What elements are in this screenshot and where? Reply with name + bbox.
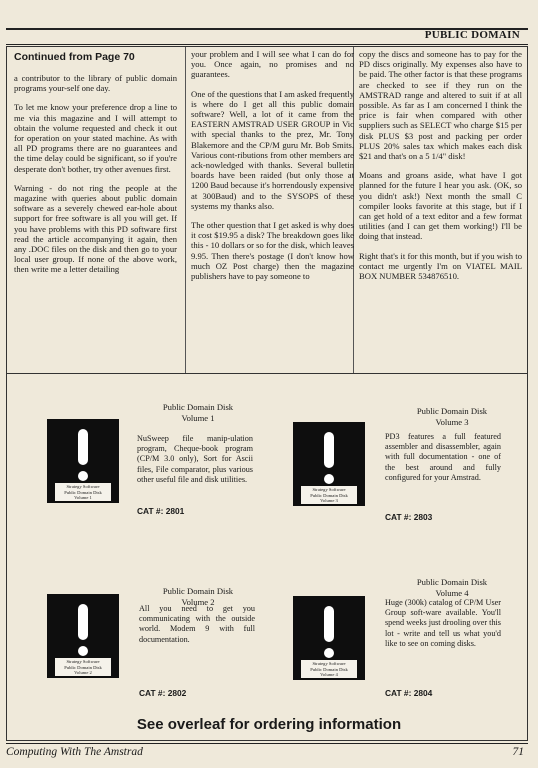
disk-title-line: Public Domain Disk bbox=[162, 402, 234, 412]
paragraph: The other question that I get asked is why does it cost $19.95 a disk? The breakdown goes like this - 10 dollars or so for the disk, which leaves 9.95. Then there's postage (I don't know how much OZ Post charge) then the magazine publishers have to pay someone to bbox=[191, 220, 355, 282]
floppy-label bbox=[55, 483, 111, 501]
floppy-hole bbox=[78, 646, 88, 656]
disk-title-line: Volume 2 bbox=[181, 596, 215, 607]
floppy-slot bbox=[324, 432, 334, 468]
label-line: Public Domain Disk bbox=[64, 489, 102, 495]
paragraph: Moans and groans aside, what have I got planned for the future I hear you ask. (OK, so you didn't ask!) Next month the small C compiler looks favorite at this stage, but if I can get hold of a text editor and a few format utilities (and I can get them working!) I'll be doing that instead. bbox=[359, 170, 522, 242]
disk-catalog bbox=[6, 374, 528, 741]
label-line: Volume 1 bbox=[74, 495, 92, 501]
label-line: Strategy Software bbox=[312, 487, 346, 492]
floppy-hole bbox=[324, 648, 334, 658]
floppy-disk-icon bbox=[293, 422, 365, 506]
floppy-label bbox=[301, 660, 357, 678]
disk-title-line: Public Domain Disk bbox=[416, 406, 488, 416]
catalog-number: CAT #: 2801 bbox=[137, 506, 185, 516]
magazine-name: Computing With The Amstrad bbox=[6, 746, 143, 758]
disk-title-line: Volume 1 bbox=[181, 412, 215, 423]
disk-description: All you need to get you communicating with the outside world. Modem 9 with full documentation. bbox=[139, 604, 255, 644]
paragraph: your problem and I will see what I can do for you. Once again, no promises and no guarantees. bbox=[191, 49, 354, 80]
floppy-disk-icon bbox=[293, 596, 365, 680]
paragraph: To let me know your preference drop a line to me via this magazine and I will attempt to obtain the volume requested and check it out for operation on your stated machine. As with all PD programs there are no guarantees and the time delay could be significant, so if you're desperate don't bother, try other avenues first. bbox=[14, 102, 177, 174]
disk-description: Huge (300k) catalog of CP/M User Group soft-ware available. You'll spend weeks just drooling over this lot - write and tell us what you'd like to see on coming disks. bbox=[385, 598, 501, 648]
article-column-2 bbox=[191, 49, 354, 290]
catalog-number: CAT #: 2804 bbox=[385, 688, 433, 698]
floppy-disk-icon bbox=[47, 594, 119, 678]
disk-title-line: Volume 3 bbox=[435, 416, 469, 427]
floppy-hole bbox=[324, 474, 334, 484]
disk-title-line: Volume 4 bbox=[435, 587, 469, 598]
column-divider bbox=[185, 47, 186, 373]
floppy-label bbox=[55, 658, 111, 676]
header-bar bbox=[6, 28, 528, 45]
label-line: Public Domain Disk bbox=[310, 492, 348, 498]
catalog-number: CAT #: 2803 bbox=[385, 512, 433, 522]
paragraph: copy the discs and someone has to pay for the PD discs originally. My expenses also have to be paid. The other factor is that these programs are checked to see if they run on the AMSTRAD range and altered to suit if at all possible. As far as I am concerned I think the price is fair when compared with other suppliers such as SELECT who charge $15 per disk PLUS $3 post and packing per order PLUS 20% sales tax which makes each disk $21 and that's on a 5 1/4" disk! bbox=[359, 49, 522, 162]
paragraph: Right that's it for this month, but if you wish to contact me urgently I'm on VIATEL MAIL BOX NUMBER 534876510. bbox=[359, 250, 522, 282]
floppy-slot bbox=[78, 429, 88, 465]
disk-title bbox=[387, 406, 517, 427]
disk-title-line: Public Domain Disk bbox=[416, 577, 488, 587]
label-line: Strategy Software bbox=[66, 484, 100, 489]
label-line: Volume 2 bbox=[74, 670, 92, 676]
disk-description: NuSweep file manip-ulation program, Cheque-book program (CP/M 3.0 only), Sort for Ascii files, File comparator, plus various other useful file and disk utilities. bbox=[137, 434, 253, 484]
disk-title bbox=[387, 577, 517, 598]
disk-title bbox=[133, 402, 263, 423]
article-column-1 bbox=[14, 51, 177, 284]
floppy-disk-icon bbox=[47, 419, 119, 503]
label-line: Volume 3 bbox=[320, 498, 338, 504]
paragraph: Warning - do not ring the people at the magazine with queries about public domain software as a severely chewed ear-hole about support for free software is all you will get. If you have problems with this PD software first read the article accompanying it again, then any .DOC files on the disk and then go to your local user group. If none of the above work, then write me a letter detailing bbox=[14, 182, 177, 275]
continued-heading: Continued from Page 70 bbox=[14, 51, 135, 63]
section-title: PUBLIC DOMAIN bbox=[424, 29, 520, 41]
paragraph: One of the questions that I am asked frequently is where do I get all this public domain software? Well, a lot of it came from the EASTERN AMSTRAD USER GROUP in Vic with special thanks to the prez, Mr. Tony Blakemore and the CP/M guru Mr. Bob Smits. Various cont-ributions from other members are ack-nowledged with thanks. Several bulletin boards have been raided (but only those at 1200 Baud because it's horrendously expensive at 300Baud) and to the SYSOPS of these systems my thanks also. bbox=[191, 88, 354, 211]
label-line: Volume 4 bbox=[320, 672, 338, 678]
paragraph: a contributor to the library of public domain programs your-self one day. bbox=[14, 73, 177, 94]
label-line: Public Domain Disk bbox=[64, 664, 102, 670]
label-line: Strategy Software bbox=[66, 659, 100, 664]
catalog-number: CAT #: 2802 bbox=[139, 688, 187, 698]
article-box bbox=[6, 46, 528, 374]
floppy-hole bbox=[78, 471, 88, 481]
floppy-slot bbox=[324, 606, 334, 642]
disk-title-line: Public Domain Disk bbox=[162, 586, 234, 596]
footer-rule bbox=[6, 743, 528, 744]
label-line: Public Domain Disk bbox=[310, 666, 348, 672]
disk-description: PD3 features a full featured assembler and disassembler, again with full documentation - one of the best around and fully configured for your Amstrad. bbox=[385, 432, 501, 482]
ordering-note: See overleaf for ordering information bbox=[136, 716, 402, 733]
label-line: Strategy Software bbox=[312, 661, 346, 666]
floppy-label bbox=[301, 486, 357, 504]
page-number: 71 bbox=[512, 746, 524, 758]
floppy-slot bbox=[78, 604, 88, 640]
article-column-3 bbox=[359, 49, 522, 290]
